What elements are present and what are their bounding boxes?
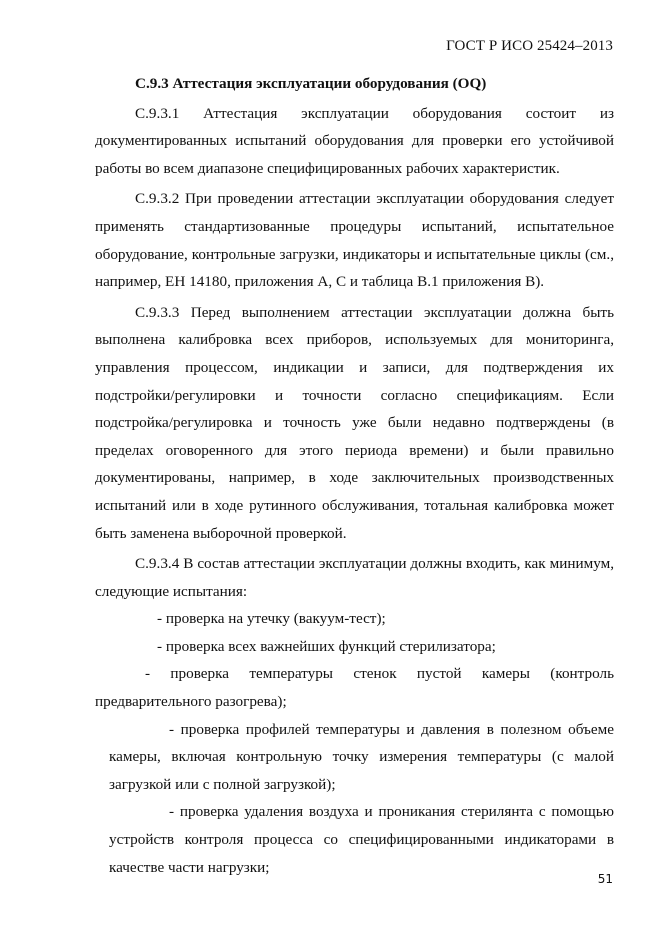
paragraph-c931: С.9.3.1 Аттестация эксплуатации оборудования состоит из документированных испытаний оборудования для проверки его устойчивой работы во всем диапазоне специфицированных рабочих характеристик. bbox=[95, 104, 614, 177]
paragraph-c933: С.9.3.3 Перед выполнением аттестации эксплуатации должна быть выполнена калибровка всех приборов, используемых для мониторинга, управления процессом, индикации и записи, для подтверждения их подстройки/регулировки и точности согласно спецификациям. Если подстройка/регулировка и точность уже были недавно подтверждены (в пределах оговоренного для этого периода времени) и были правильно документированы, например, в ходе заключительных производственных испытаний или в ходе рутинного обслуживания, тотальная калибровка может быть заменена выборочной проверкой. bbox=[95, 303, 614, 542]
document-body bbox=[95, 70, 614, 881]
document-header: ГОСТ Р ИСО 25424–2013 bbox=[446, 38, 613, 54]
page-number: 51 bbox=[597, 872, 613, 886]
list-item: - проверка на утечку (вакуум-тест); bbox=[157, 610, 386, 628]
paragraph-c934: С.9.3.4 В состав аттестации эксплуатации должны входить, как минимум, следующие испытания: bbox=[95, 555, 614, 600]
list-item: - проверка всех важнейших функций стерилизатора; bbox=[157, 637, 496, 655]
paragraph-c932: С.9.3.2 При проведении аттестации эксплуатации оборудования следует применять стандартизованные процедуры испытаний, испытательное оборудование, контрольные загрузки, индикаторы и испытательные циклы (см., например, ЕН 14180, приложения А, С и таблица В.1 приложения В). bbox=[95, 190, 614, 291]
list-item: - проверка удаления воздуха и проникания стерилянта с помощью устройств контроля процесса со специфицированными индикаторами в качестве части нагрузки; bbox=[109, 803, 614, 876]
list-item: - проверка температуры стенок пустой камеры (контроль предварительного разогрева); bbox=[95, 665, 614, 711]
section-heading: С.9.3 Аттестация эксплуатации оборудования (OQ) bbox=[135, 75, 487, 92]
list-item: - проверка профилей температуры и давления в полезном объеме камеры, включая контрольную точку измерения температуры (с малой загрузкой или с полной загрузкой); bbox=[109, 720, 614, 793]
